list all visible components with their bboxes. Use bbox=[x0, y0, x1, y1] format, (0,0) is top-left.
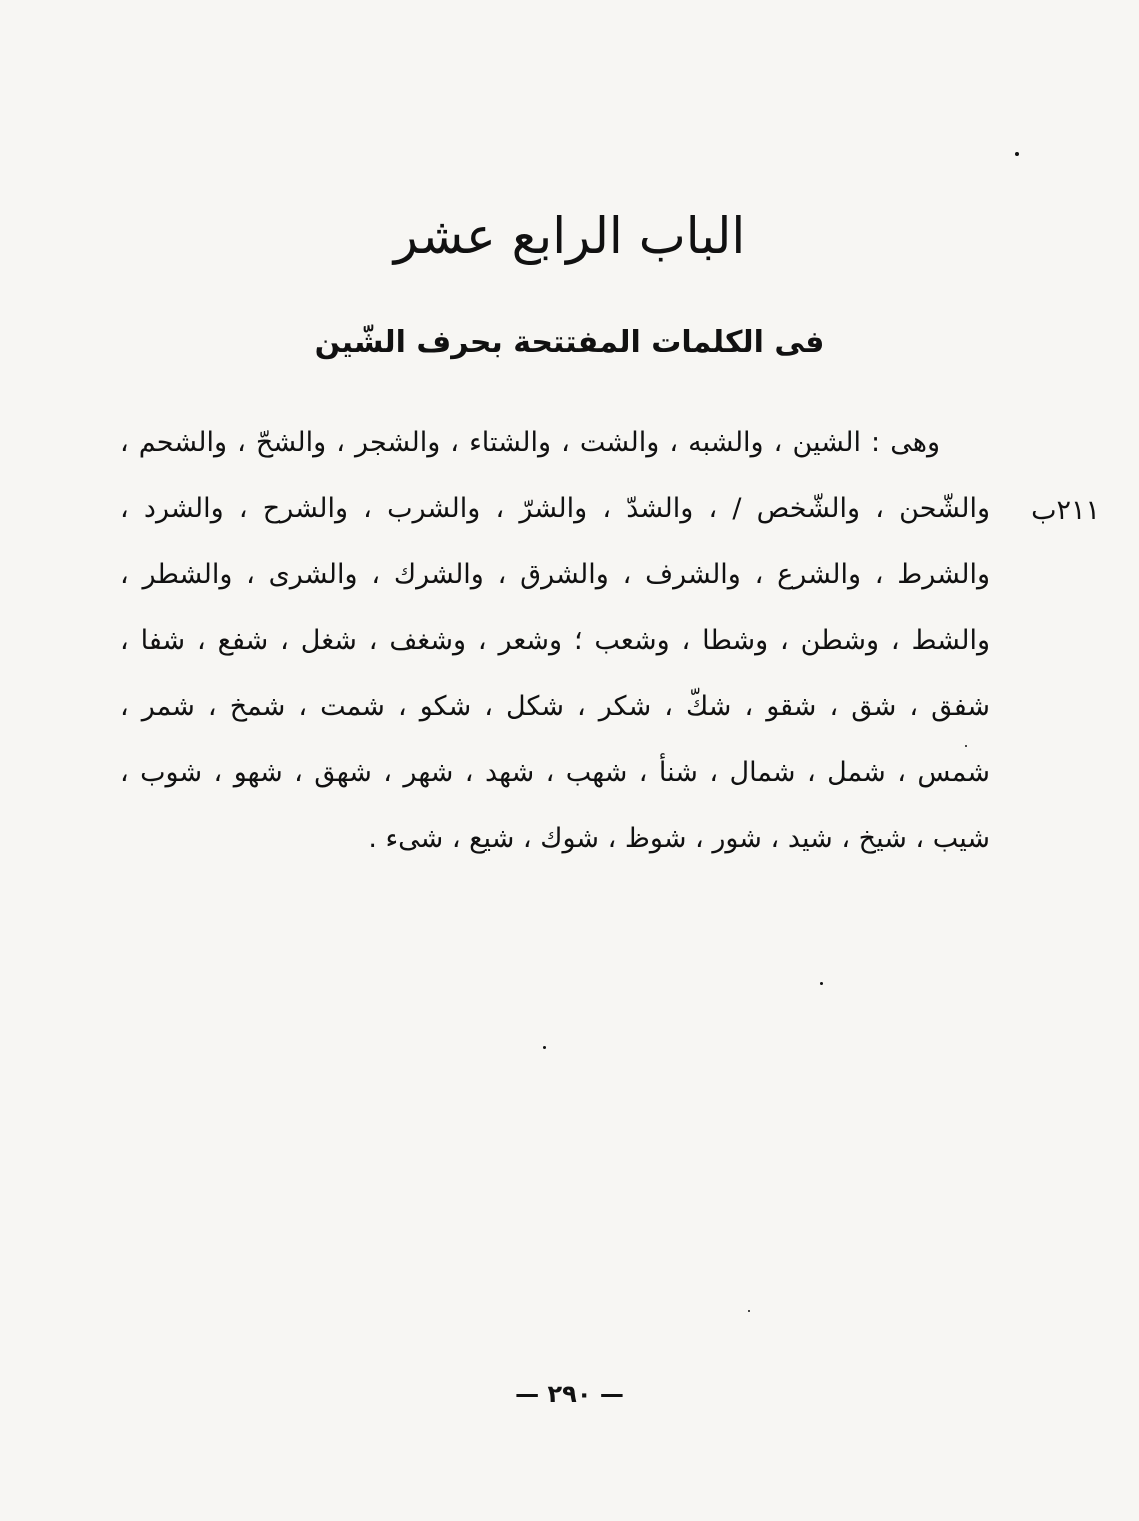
text-line: والشرط ، والشرع ، والشرف ، والشرق ، والشرك ، والشرى ، والشطر ، bbox=[120, 559, 990, 590]
text-line: وهى : الشين ، والشبه ، والشت ، والشتاء ، والشجر ، والشحّ ، والشحم ، bbox=[120, 427, 940, 458]
chapter-title: الباب الرابع عشر bbox=[393, 207, 746, 265]
text-line: شيب ، شيخ ، شيد ، شور ، شوظ ، شوك ، شيع ، شىء . bbox=[368, 823, 990, 854]
text-line: والشّحن ، والشّخص / ، والشدّ ، والشرّ ، والشرب ، والشرح ، والشرد ، bbox=[120, 493, 990, 524]
ink-speck bbox=[543, 1046, 546, 1049]
body-paragraph bbox=[120, 410, 990, 872]
manuscript-folio-marker: ٢١١ب bbox=[1031, 495, 1100, 526]
page-number: — ٢٩٠ — bbox=[515, 1380, 624, 1408]
text-line: والشط ، وشطن ، وشطا ، وشعب ؛ وشعر ، وشغف ، شغل ، شفع ، شفا ، bbox=[120, 625, 990, 656]
text-line: شفق ، شق ، شقو ، شكّ ، شكر ، شكل ، شكو ، شمت ، شمخ ، شمر ، bbox=[120, 691, 990, 722]
chapter-subtitle: فى الكلمات المفتتحة بحرف الشّين bbox=[314, 325, 825, 360]
ink-speck bbox=[820, 982, 823, 985]
ink-speck bbox=[748, 1310, 750, 1312]
ink-speck bbox=[1015, 152, 1019, 156]
text-line: شمس ، شمل ، شمال ، شنأ ، شهب ، شهد ، شهر ، شهق ، شهو ، شوب ، bbox=[120, 757, 990, 788]
